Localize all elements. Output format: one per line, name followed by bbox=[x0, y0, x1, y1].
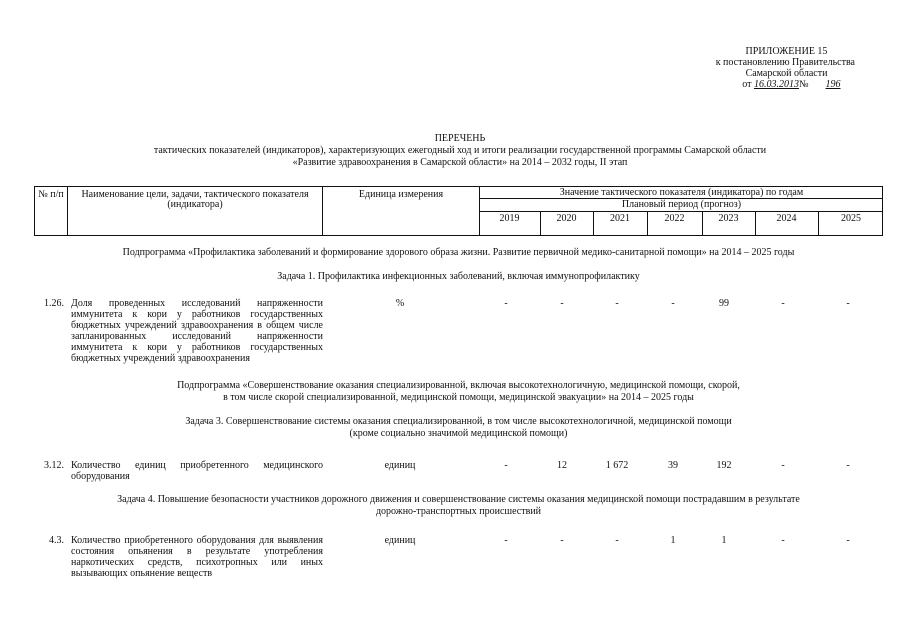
appendix-line-2: Самарской области bbox=[745, 68, 828, 79]
header-values: Значение тактического показателя (индикатора) по годам bbox=[559, 187, 804, 198]
header-unit: Единица измерения bbox=[358, 189, 444, 200]
subprogram-heading-2 bbox=[34, 380, 883, 404]
row-1-26-val-2025: - bbox=[846, 298, 850, 309]
row-4-3-val-2019: - bbox=[504, 535, 508, 546]
header-name: Наименование цели, задачи, тактического показателя (индикатора) bbox=[81, 189, 309, 210]
table-header bbox=[34, 186, 883, 236]
task-4-line-2: дорожно-транспортных происшествий bbox=[375, 506, 542, 517]
row-4-3-val-2021: - bbox=[615, 535, 619, 546]
row-1-26-val-2023: 99 bbox=[719, 298, 729, 309]
row-3-12-val-2024: - bbox=[781, 460, 785, 471]
appendix-title: ПРИЛОЖЕНИЕ 15 bbox=[745, 46, 828, 57]
row-3-12-val-2023: 192 bbox=[716, 460, 732, 471]
date-prefix: от bbox=[742, 79, 752, 90]
row-4-3-unit: единиц bbox=[384, 535, 416, 546]
row-4-3-val-2023: 1 bbox=[721, 535, 727, 546]
row-3-12-val-2020: 12 bbox=[557, 460, 567, 471]
row-3-12-name: Количество единиц приобретенного медицинского оборудования bbox=[71, 460, 323, 482]
appendix-date-line bbox=[700, 79, 855, 90]
row-1-26-unit: % bbox=[395, 298, 405, 309]
header-period: Плановый период (прогноз) bbox=[621, 199, 742, 210]
year-2024: 2024 bbox=[776, 213, 797, 224]
title-line-2: «Развитие здравоохранения в Самарской области» на 2014 – 2032 годы, II этап bbox=[292, 157, 628, 168]
row-4-3-val-2020: - bbox=[560, 535, 564, 546]
handwritten-number: 196 bbox=[825, 79, 841, 90]
row-4-3-num: 4.3. bbox=[49, 535, 64, 546]
subprogram-2-line-1: Подпрограмма «Совершенствование оказания специализированной, включая высокотехнологичную, медицинской помощи, скорой, bbox=[177, 380, 740, 391]
task-4-line-1: Задача 4. Повышение безопасности участников дорожного движения и совершенствование системы оказания медицинской помощи пострадавшим в результате bbox=[117, 494, 800, 505]
title-heading: ПЕРЕЧЕНЬ bbox=[434, 133, 486, 144]
row-1-26-val-2020: - bbox=[560, 298, 564, 309]
task-3-line-1: Задача 3. Совершенствование системы оказания специализированной, в том числе высокотехнологичной, медицинской помощи bbox=[185, 416, 732, 427]
row-1-26-num: 1.26. bbox=[44, 298, 64, 309]
row-3-12-num: 3.12. bbox=[44, 460, 64, 471]
number-prefix: № bbox=[798, 79, 809, 90]
row-1-26-name: Доля проведенных исследований напряженности иммунитета к кори у работников государственных бюджетных учреждений здравоохранения в общем числе запланированных исследований напряженности иммунитета к кори у работников государственных бюджетных учреждений здравоохранения bbox=[71, 298, 323, 364]
row-4-3-name: Количество приобретенного оборудования для выявления состояния опьянения в результате употребления наркотических средств, психотропных или иных вызывающих опьянение веществ bbox=[71, 535, 323, 579]
row-1-26-val-2024: - bbox=[781, 298, 785, 309]
title-line-1: тактических показателей (индикаторов), характеризующих ежегодный ход и итоги реализации государственной программы Самарской области bbox=[153, 145, 767, 156]
row-3-12-unit: единиц bbox=[384, 460, 416, 471]
subprogram-heading-1: Подпрограмма «Профилактика заболеваний и формирование здорового образа жизни. Развитие первичной медико-санитарной помощи» на 2014 – 2025 годы bbox=[122, 247, 795, 258]
row-4-3-val-2022: 1 bbox=[670, 535, 676, 546]
year-2019: 2019 bbox=[499, 213, 520, 224]
task-heading-4 bbox=[34, 494, 883, 518]
row-3-12-val-2019: - bbox=[504, 460, 508, 471]
row-3-12-val-2025: - bbox=[846, 460, 850, 471]
year-2020: 2020 bbox=[556, 213, 577, 224]
year-2021: 2021 bbox=[610, 213, 630, 224]
handwritten-date: 16.03.2013 bbox=[753, 79, 799, 90]
row-3-12-val-2021: 1 672 bbox=[605, 460, 629, 471]
row-1-26-val-2021: - bbox=[615, 298, 619, 309]
row-4-3-val-2025: - bbox=[846, 535, 850, 546]
appendix-line-1: к постановлению Правительства bbox=[715, 57, 855, 68]
task-heading-1: Задача 1. Профилактика инфекционных заболеваний, включая иммунопрофилактику bbox=[277, 271, 640, 282]
subprogram-2-line-2: в том числе скорой специализированной, медицинской помощи, медицинской эвакуации» на 2014 – 2025 годы bbox=[223, 392, 694, 403]
row-3-12-val-2022: 39 bbox=[668, 460, 678, 471]
appendix-block bbox=[700, 46, 855, 90]
document-title bbox=[90, 133, 830, 169]
year-2025: 2025 bbox=[841, 213, 861, 224]
header-num: № п/п bbox=[38, 189, 64, 200]
task-3-line-2: (кроме социально значимой медицинской помощи) bbox=[349, 428, 568, 439]
row-4-3-val-2024: - bbox=[781, 535, 785, 546]
row-1-26-val-2019: - bbox=[504, 298, 508, 309]
year-2023: 2023 bbox=[718, 213, 739, 224]
year-2022: 2022 bbox=[664, 213, 685, 224]
row-1-26-val-2022: - bbox=[671, 298, 675, 309]
task-heading-3 bbox=[34, 416, 883, 440]
